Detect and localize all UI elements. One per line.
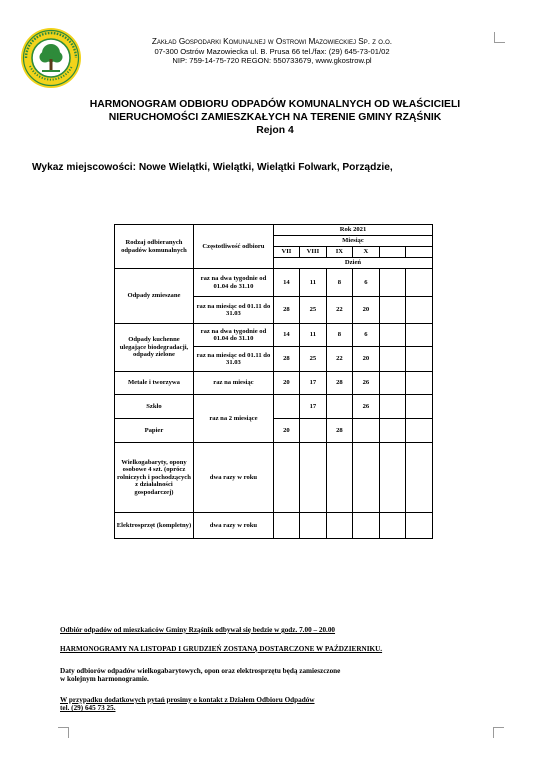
day-cell — [352, 419, 379, 443]
day-cell — [352, 513, 379, 539]
row-bulky-freq: dwa razy w roku — [193, 443, 273, 513]
month-cell — [379, 247, 405, 258]
day-cell — [379, 395, 405, 419]
day-cell: 28 — [326, 372, 352, 395]
day-cell: 28 — [273, 347, 299, 372]
day-cell: 14 — [273, 269, 299, 297]
crop-mark-top-right — [494, 32, 505, 43]
day-cell: 26 — [352, 372, 379, 395]
row-metal-freq: raz na miesiąc — [193, 372, 273, 395]
day-cell: 22 — [326, 347, 352, 372]
title-line-2: NIERUCHOMOŚCI ZAMIESZKAŁYCH NA TERENIE GMINY RZĄŚNIK — [108, 112, 442, 123]
day-cell: 25 — [299, 297, 326, 324]
day-cell — [299, 513, 326, 539]
bulky-note-line-1: Daty odbiorów odpadów wielkogabarytowych, opon oraz elektrosprzętu będą zamieszczone — [60, 667, 341, 675]
header-day-label: Dzień — [273, 258, 432, 269]
header-year: Rok 2021 — [273, 225, 432, 236]
day-cell: 17 — [299, 395, 326, 419]
day-cell — [405, 269, 432, 297]
day-cell — [405, 419, 432, 443]
day-cell — [379, 324, 405, 347]
day-cell — [379, 297, 405, 324]
month-cell: X — [352, 247, 379, 258]
day-cell — [352, 443, 379, 513]
day-cell — [405, 513, 432, 539]
day-cell: 11 — [299, 324, 326, 347]
day-cell — [405, 372, 432, 395]
document-title — [40, 98, 510, 137]
header-month-label: Miesiąc — [273, 236, 432, 247]
contact-note-line-1: W przypadku dodatkowych pytań prosimy o kontakt z Działem Odbioru Odpadów — [60, 696, 315, 704]
day-cell: 8 — [326, 324, 352, 347]
crop-mark-bottom-right — [493, 727, 504, 738]
row-mixed-freq-a: raz na dwa tygodnie od 01.04 do 31.10 — [193, 269, 273, 297]
day-cell: 20 — [273, 372, 299, 395]
day-cell — [299, 419, 326, 443]
bulky-note-line-2: w kolejnym harmonogramie. — [60, 675, 149, 684]
day-cell — [326, 395, 352, 419]
day-cell — [379, 347, 405, 372]
day-cell: 20 — [352, 297, 379, 324]
day-cell — [405, 443, 432, 513]
bulky-waste-note — [60, 667, 500, 684]
day-cell — [299, 443, 326, 513]
row-metal-name: Metale i tworzywa — [115, 372, 194, 395]
day-cell: 26 — [352, 395, 379, 419]
row-bio-name: Odpady kuchenne ulegające biodegradacji, odpady zielone — [115, 324, 194, 372]
company-name: Zakład Gospodarki Komunalnej w Ostrowi Mazowieckiej Sp. z o.o. — [151, 37, 393, 46]
day-cell — [273, 395, 299, 419]
day-cell — [405, 324, 432, 347]
row-bio-freq-a: raz na dwa tygodnie od 01.04 do 31.10 — [193, 324, 273, 347]
day-cell: 8 — [326, 269, 352, 297]
row-mixed-name: Odpady zmieszane — [115, 269, 194, 324]
day-cell — [405, 395, 432, 419]
day-cell: 28 — [273, 297, 299, 324]
day-cell: 28 — [326, 419, 352, 443]
month-cell: VII — [273, 247, 299, 258]
header-frequency: Częstotliwość odbioru — [193, 225, 273, 269]
day-cell — [326, 443, 352, 513]
day-cell: 17 — [299, 372, 326, 395]
row-bio-freq-b: raz na miesiąc od 01.11 do 31.03 — [193, 347, 273, 372]
month-cell: IX — [326, 247, 352, 258]
day-cell — [273, 513, 299, 539]
day-cell: 6 — [352, 269, 379, 297]
day-cell: 22 — [326, 297, 352, 324]
company-seal-tree-icon — [20, 27, 82, 89]
day-cell — [405, 347, 432, 372]
day-cell — [273, 443, 299, 513]
contact-note — [60, 696, 500, 713]
company-header — [96, 37, 448, 66]
crop-mark-bottom-left — [58, 727, 69, 738]
day-cell — [326, 513, 352, 539]
day-cell: 6 — [352, 324, 379, 347]
day-cell — [379, 443, 405, 513]
title-line-1: HARMONOGRAM ODBIORU ODPADÓW KOMUNALNYCH OD WŁAŚCICIELI — [89, 99, 461, 110]
day-cell — [379, 269, 405, 297]
schedule-delivery-notice: HARMONOGRAMY NA LISTOPAD I GRUDZIEŃ ZOSTANĄ DOSTARCZONE W PAŹDZIERNIKU. — [60, 645, 383, 653]
day-cell: 25 — [299, 347, 326, 372]
day-cell — [379, 372, 405, 395]
localities-list: Wykaz miejscowości: Nowe Wielątki, Wielątki, Wielątki Folwark, Porządzie, — [32, 162, 393, 173]
row-bulky-name: Wielkogabaryty, opony osobowe 4 szt. (oprócz rolniczych i pochodzących z działalności gospodarczej) — [115, 443, 194, 513]
day-cell — [379, 513, 405, 539]
row-mixed-freq-b: raz na miesiąc od 01.11 do 31.03 — [193, 297, 273, 324]
title-region: Rejon 4 — [256, 125, 294, 136]
day-cell: 11 — [299, 269, 326, 297]
row-paper-name: Papier — [115, 419, 194, 443]
company-ids: NIP: 759-14-75-720 REGON: 550733679, www.gkostrow.pl — [172, 56, 372, 66]
row-electro-freq: dwa razy w roku — [193, 513, 273, 539]
header-waste-type: Rodzaj odbieranych odpadów komunalnych — [115, 225, 194, 269]
company-address: 07-300 Ostrów Mazowiecka ul. B. Prusa 66 tel./fax: (29) 645-73-01/02 — [154, 46, 390, 56]
day-cell: 20 — [352, 347, 379, 372]
day-cell: 20 — [273, 419, 299, 443]
collection-hours-note: Odbiór odpadów od mieszkańców Gminy Rząśnik odbywał się bedzie w godz. 7.00 – 20.00 — [60, 626, 336, 634]
row-glass-paper-freq: raz na 2 miesiące — [193, 395, 273, 443]
day-cell — [379, 419, 405, 443]
collection-schedule-table — [114, 224, 433, 539]
month-cell — [405, 247, 432, 258]
row-electro-name: Elektrosprzęt (kompletny) — [115, 513, 194, 539]
day-cell — [405, 297, 432, 324]
contact-phone: tel. (29) 645 73 25. — [60, 704, 116, 713]
row-glass-name: Szkło — [115, 395, 194, 419]
day-cell: 14 — [273, 324, 299, 347]
month-cell: VIII — [299, 247, 326, 258]
